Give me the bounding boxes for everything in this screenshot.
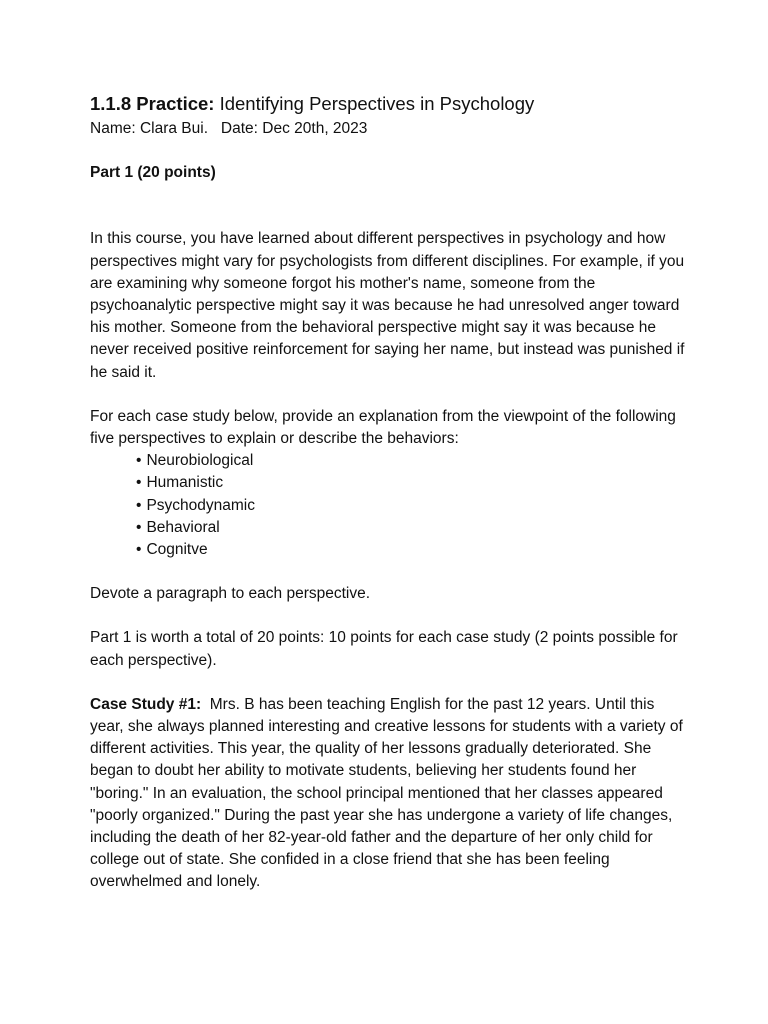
case-study-1-text: Mrs. B has been teaching English for the past 12 years. Until this year, she always planned interesting and creative lessons for students with a variety of different activities. This year, the quality of her lessons gradually deteriorated. She began to doubt her ability to motivate students, believing her students found her "boring." In an evaluation, the school principal mentioned that her classes appeared "poorly organized." During the past year she has undergone a variety of life changes, including the death of her 82-year-old father and the departure of her only child for college out of state. She confided in a close friend that she has been feeling overwhelmed and lonely.: [90, 695, 688, 891]
title-rest: Identifying Perspectives in Psychology: [214, 93, 535, 114]
devote-paragraph: Devote a paragraph to each perspective.: [90, 585, 371, 603]
case-study-1: [90, 694, 690, 894]
perspective-item: • Humanistic: [136, 472, 690, 494]
part1-intro: In this course, you have learned about different perspectives in psychology and how perspectives might vary for psychologists from different disciplines. For example, if you are examining why someone forgot his mother's name, someone from the psychoanalytic perspective might say it was because he had unresolved anger toward his mother. Someone from the behavioral perspective might say it was because he never received positive reinforcement for saying her name, but instead was punished if he said it.: [90, 230, 685, 381]
part1-instructions: For each case study below, provide an explanation from the viewpoint of the following five perspectives to explain or describe the behaviors:: [90, 407, 676, 448]
name-date-line: Name: Clara Bui. Date: Dec 20th, 2023: [90, 120, 368, 137]
perspective-item: • Behavioral: [136, 517, 690, 539]
document-page: [90, 92, 690, 894]
perspective-item: • Psychodynamic: [136, 495, 690, 517]
perspectives-list: [90, 450, 690, 561]
perspective-item: • Neurobiological: [136, 450, 690, 472]
points-paragraph: Part 1 is worth a total of 20 points: 10 points for each case study (2 points possible for each perspective).: [90, 629, 678, 669]
part1-heading: Part 1 (20 points): [90, 164, 216, 182]
case-study-1-label: Case Study #1:: [90, 695, 202, 713]
document-title: [90, 92, 690, 116]
perspective-item: • Cognitve: [136, 539, 690, 561]
title-bold: 1.1.8 Practice:: [90, 93, 215, 114]
